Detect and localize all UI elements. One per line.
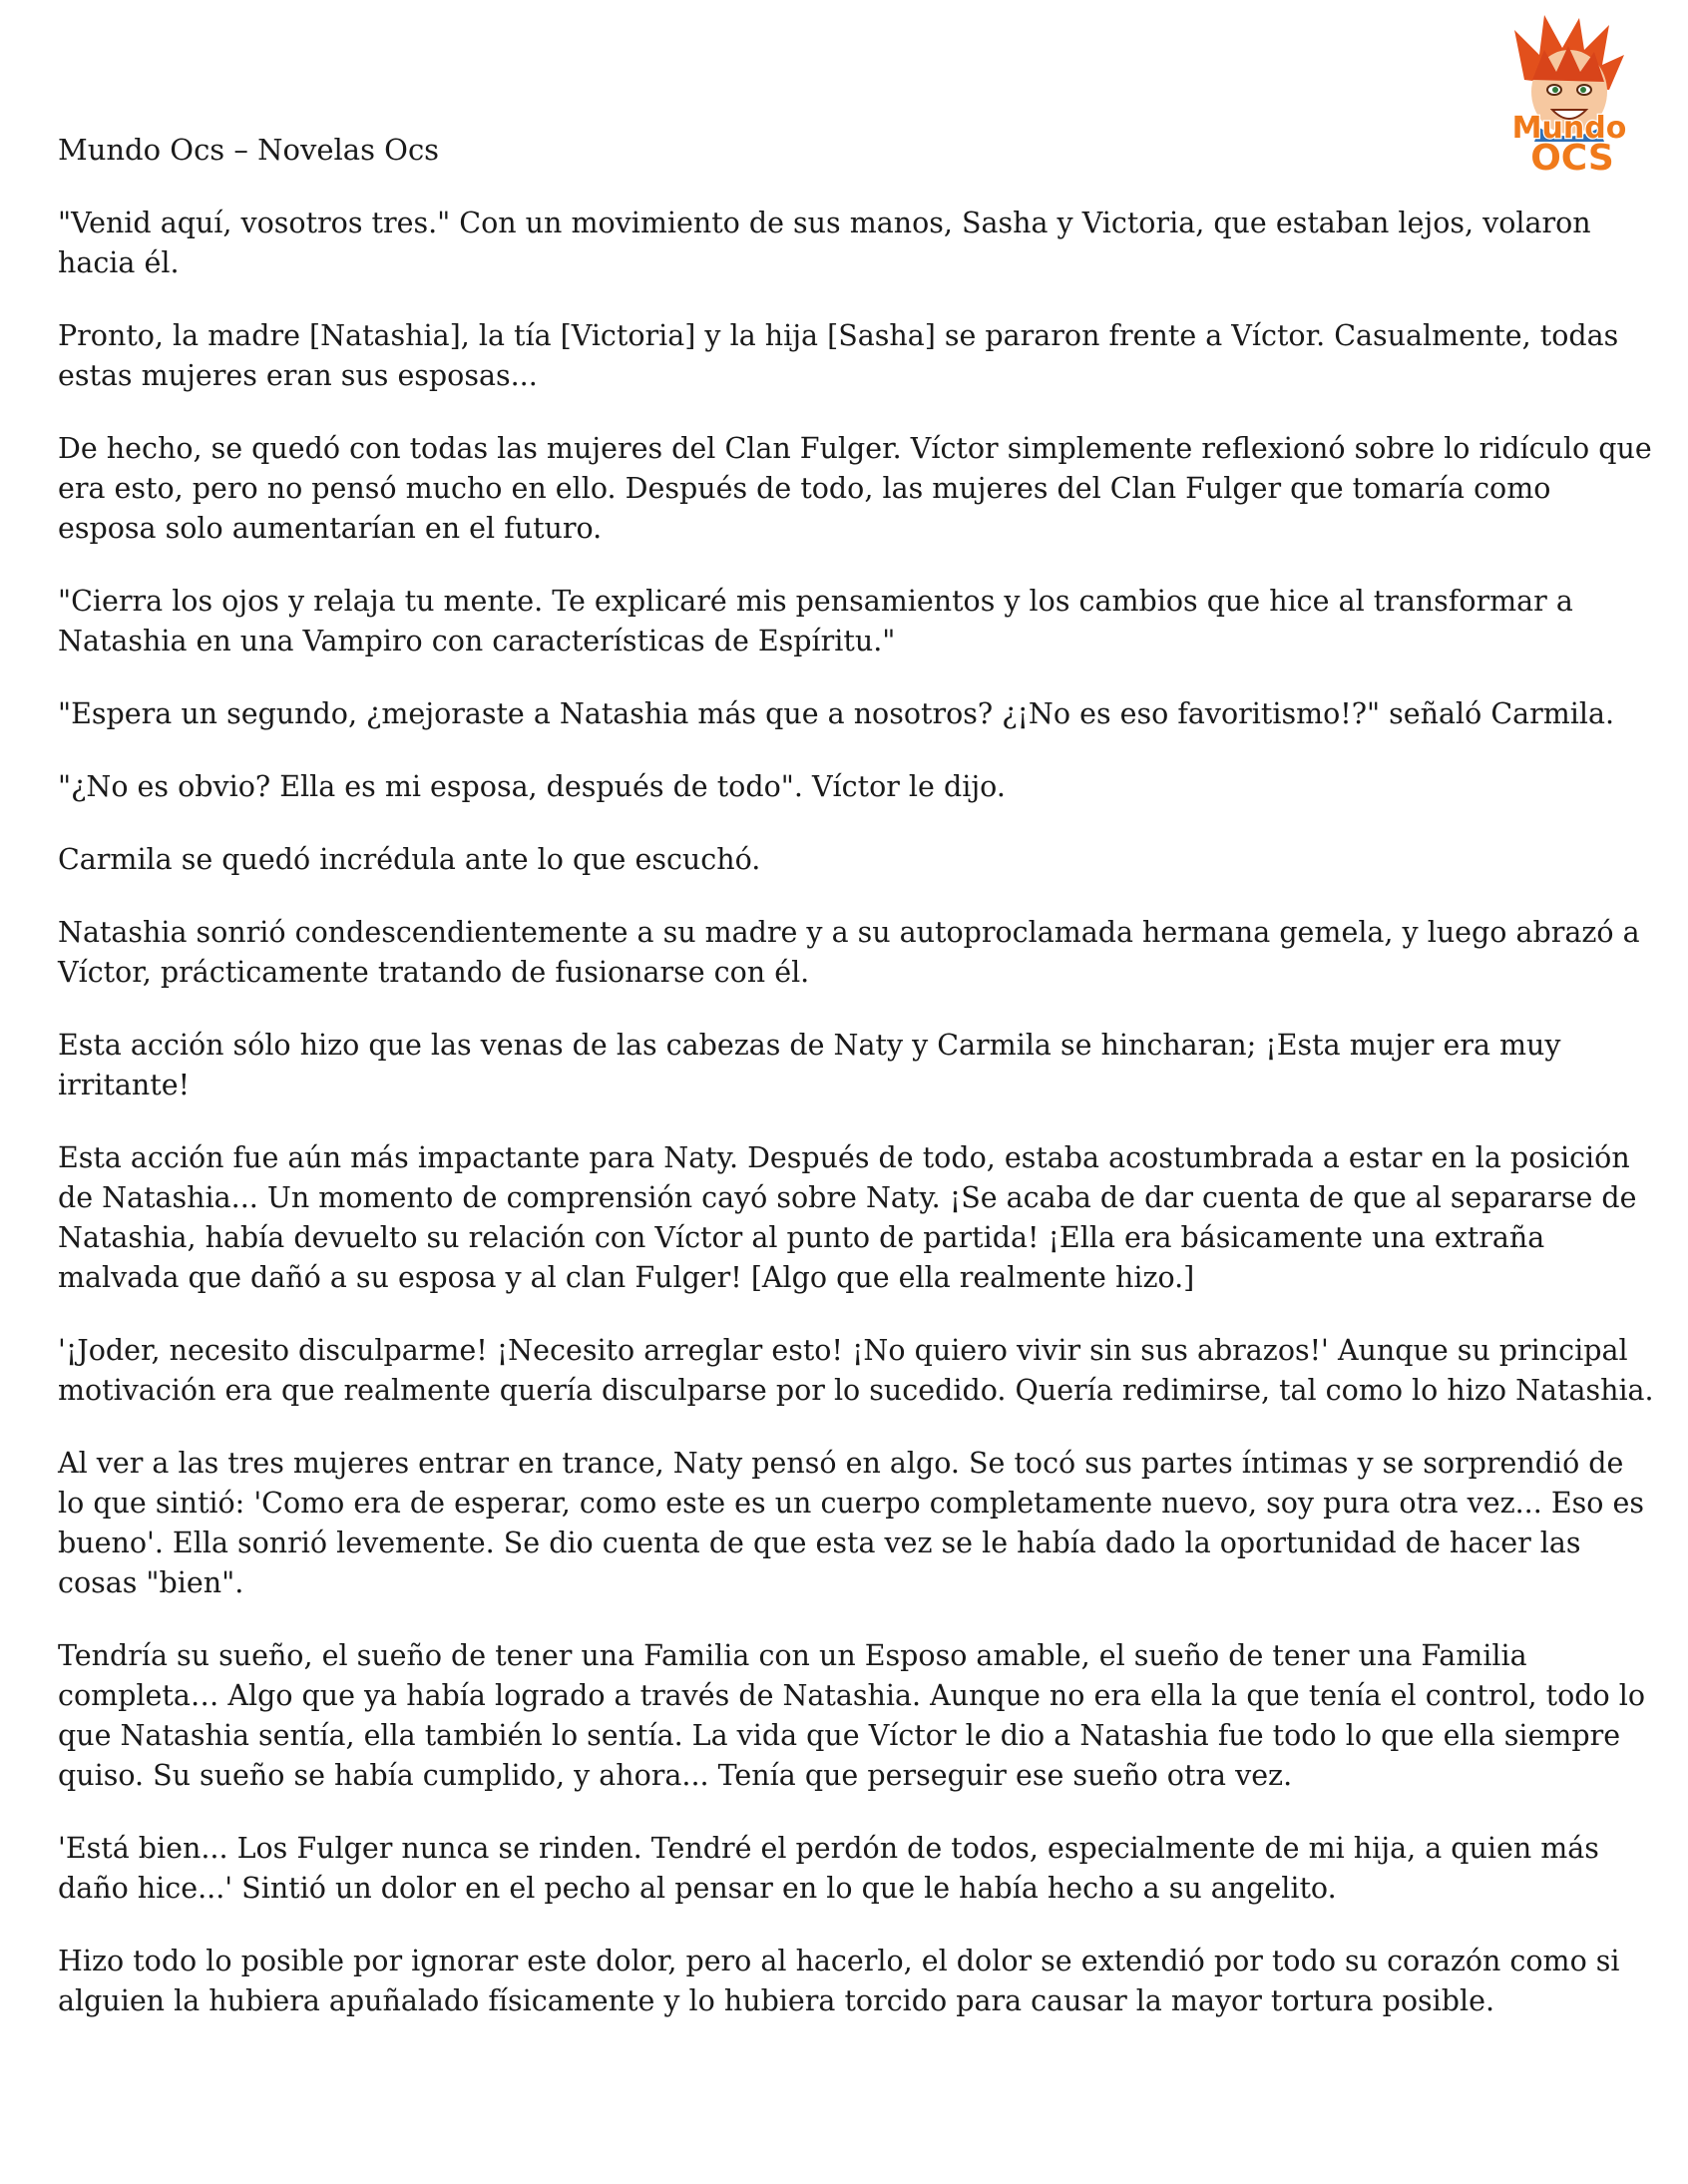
paragraph: "Cierra los ojos y relaja tu mente. Te explicaré mis pensamientos y los cambios que hice al transformar a Natashia en una Vampiro con características de Espíritu." [58,585,1573,657]
paragraph: "Venid aquí, vosotros tres." Con un movimiento de sus manos, Sasha y Victoria, que estaban lejos, volaron hacia él. [58,207,1591,279]
paragraph: "¿No es obvio? Ella es mi esposa, después de todo". Víctor le dijo. [58,770,1006,803]
paragraph: Pronto, la madre [Natashia], la tía [Victoria] y la hija [Sasha] se pararon frente a Víctor. Casualmente, todas estas mujeres eran sus esposas... [58,319,1619,392]
paragraph: De hecho, se quedó con todas las mujeres del Clan Fulger. Víctor simplemente reflexionó sobre lo ridículo que era esto, pero no pensó mucho en ello. Después de todo, las mujeres del Clan Fulger que tomaría como esposa solo aumentarían en el futuro. [58,432,1652,545]
paragraph: Tendría su sueño, el sueño de tener una Familia con un Esposo amable, el sueño de tener una Familia completa… Algo que ya había logrado a través de Natashia. Aunque no era ella la que tenía el control, todo lo que Natashia sentía, ella también lo sentía. La vida que Víctor le dio a Natashia fue todo lo que ella siempre quiso. Su sueño se había cumplido, y ahora... Tenía que perseguir ese sueño otra vez. [58,1639,1646,1792]
paragraph: "Espera un segundo, ¿mejoraste a Natashia más que a nosotros? ¿¡No es eso favoritismo!?" señaló Carmila. [58,697,1615,730]
paragraph: Natashia sonrió condescendientemente a su madre y a su autoproclamada hermana gemela, y luego abrazó a Víctor, prácticamente tratando de fusionarse con él. [58,916,1640,989]
paragraph: Carmila se quedó incrédula ante lo que escuchó. [58,843,761,876]
story-text [58,204,1654,2054]
mundo-ocs-logo [1484,10,1654,180]
paragraph: 'Está bien... Los Fulger nunca se rinden. Tendré el perdón de todos, especialmente de mi hija, a quien más daño hice...' Sintió un dolor en el pecho al pensar en lo que le había hecho a su angelito. [58,1832,1599,1905]
paragraph: '¡Joder, necesito disculparme! ¡Necesito arreglar esto! ¡No quiero vivir sin sus abrazos!' Aunque su principal motivación era que realmente quería disculparse por lo sucedido. Quería redimirse, tal como lo hizo Natashia. [58,1334,1654,1407]
paragraph: Esta acción fue aún más impactante para Naty. Después de todo, estaba acostumbrada a estar en la posición de Natashia... Un momento de comprensión cayó sobre Naty. ¡Se acaba de dar cuenta de que al separarse de Natashia, había devuelto su relación con Víctor al punto de partida! ¡Ella era básicamente una extraña malvada que dañó a su esposa y al clan Fulger! [Algo que ella realmente hizo.] [58,1141,1637,1294]
logo-text-top: Mundo [1511,111,1627,146]
paragraph: Al ver a las tres mujeres entrar en trance, Naty pensó en algo. Se tocó sus partes íntimas y se sorprendió de lo que sintió: 'Como era de esperar, como este es un cuerpo completamente nuevo, soy pura otra vez... Eso es bueno'. Ella sonrió levemente. Se dio cuenta de que esta vez se le había dado la oportunidad de hacer las cosas "bien". [58,1447,1645,1599]
logo-text-bottom: OCS [1530,138,1614,179]
mascot-logo-icon [1484,10,1654,180]
page-header: Mundo Ocs – Novelas Ocs [58,133,440,167]
paragraph: Hizo todo lo posible por ignorar este dolor, pero al hacerlo, el dolor se extendió por todo su corazón como si alguien la hubiera apuñalado físicamente y lo hubiera torcido para causar la mayor tortura posible. [58,1945,1620,2017]
paragraph: Esta acción sólo hizo que las venas de las cabezas de Naty y Carmila se hincharan; ¡Esta mujer era muy irritante! [58,1029,1561,1101]
